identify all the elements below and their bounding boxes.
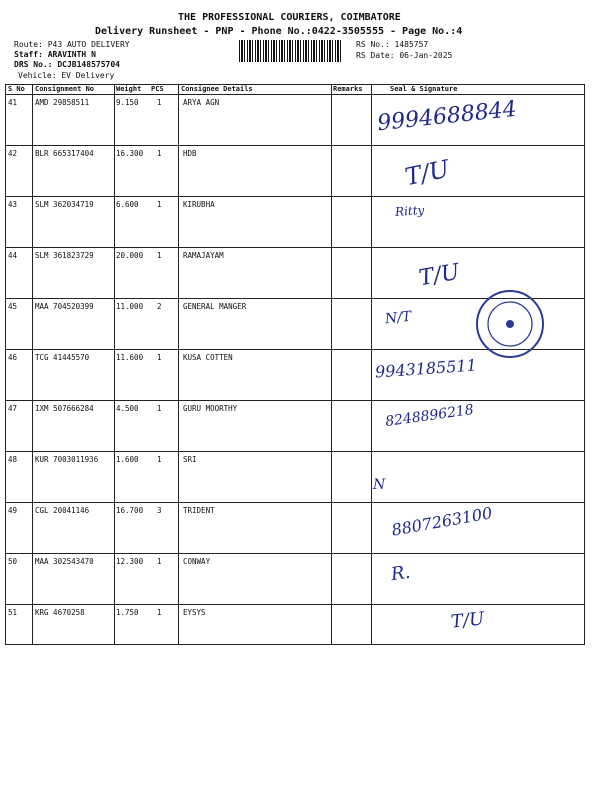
cell-weight: 16.300 — [116, 149, 144, 158]
cell-consignee: KUSA COTTEN — [183, 353, 233, 362]
cell-weight: 1.600 — [116, 455, 139, 464]
cell-weight: 12.300 — [116, 557, 144, 566]
cell-consignee: EYSYS — [183, 608, 206, 617]
vehicle: Vehicle: EV Delivery — [18, 71, 115, 80]
handwritten-signature: T/U — [402, 154, 452, 192]
col-header-sno: S No — [8, 85, 25, 93]
cell-consignment: KRG 4670258 — [35, 608, 85, 617]
cell-pcs: 1 — [157, 404, 162, 413]
header-divider — [5, 94, 585, 95]
cell-sno: 42 — [8, 149, 18, 158]
table-border-bottom — [5, 644, 585, 645]
cell-consignee: HDB — [183, 149, 197, 158]
col-line-6 — [584, 84, 585, 645]
handwritten-signature: R. — [389, 561, 412, 586]
cell-weight: 1.750 — [116, 608, 139, 617]
cell-consignee: RAMAJAYAM — [183, 251, 224, 260]
cell-consignee: CONWAY — [183, 557, 211, 566]
runsheet-subtitle: Delivery Runsheet - PNP - Phone No.:0422-3505555 - Page No.:4 — [95, 26, 463, 37]
handwritten-signature: T/U — [449, 608, 486, 633]
row-divider — [5, 196, 585, 197]
cell-consignment: SLM 362034719 — [35, 200, 94, 209]
cell-pcs: 1 — [157, 353, 162, 362]
cell-pcs: 2 — [157, 302, 162, 311]
cell-sno: 49 — [8, 506, 18, 515]
barcode — [239, 40, 341, 62]
cell-consignment: MAA 302543470 — [35, 557, 94, 566]
cell-consignee: KIRUBHA — [183, 200, 215, 209]
col-line-4 — [331, 84, 332, 645]
col-line-2 — [114, 84, 115, 645]
cell-pcs: 3 — [157, 506, 162, 515]
handwritten-signature: 9994688844 — [376, 96, 518, 137]
handwritten-signature: 8807263100 — [390, 503, 494, 540]
cell-consignment: KUR 7003011936 — [35, 455, 99, 464]
handwritten-signature: Ritty — [394, 202, 425, 220]
cell-weight: 4.500 — [116, 404, 139, 413]
cell-consignment: TCG 41445570 — [35, 353, 90, 362]
row-divider — [5, 247, 585, 248]
cell-weight: 16.700 — [116, 506, 144, 515]
cell-consignment: CGL 20041146 — [35, 506, 90, 515]
col-line-1 — [32, 84, 33, 645]
handwritten-signature: 9943185511 — [374, 355, 478, 382]
row-divider — [5, 502, 585, 503]
col-header-consignee: Consignee Details — [181, 85, 253, 93]
handwritten-signature: T/U — [417, 259, 462, 292]
cell-sno: 46 — [8, 353, 18, 362]
company-title: THE PROFESSIONAL COURIERS, COIMBATORE — [178, 12, 401, 23]
cell-sno: 43 — [8, 200, 18, 209]
cell-consignment: BLR 665317404 — [35, 149, 94, 158]
cell-weight: 11.600 — [116, 353, 144, 362]
cell-sno: 48 — [8, 455, 18, 464]
cell-consignee: SRI — [183, 455, 197, 464]
cell-pcs: 1 — [157, 251, 162, 260]
drs-number: DRS No.: DCJB148575704 — [14, 60, 120, 69]
cell-pcs: 1 — [157, 98, 162, 107]
runsheet-table — [5, 84, 585, 645]
cell-consignee: GENERAL MANGER — [183, 302, 247, 311]
cell-pcs: 1 — [157, 200, 162, 209]
cell-consignee: TRIDENT — [183, 506, 215, 515]
cell-consignment: AMD 29858511 — [35, 98, 90, 107]
rs-number: RS No.: 1485757 — [356, 40, 429, 49]
staff: Staff: ARAVINTH N — [14, 50, 96, 59]
cell-sno: 47 — [8, 404, 18, 413]
cell-pcs: 1 — [157, 608, 162, 617]
cell-weight: 11.000 — [116, 302, 144, 311]
col-header-weight: Weight — [116, 85, 142, 93]
rs-date: RS Date: 06-Jan-2025 — [356, 51, 453, 60]
cell-weight: 6.600 — [116, 200, 139, 209]
cell-consignment: IXM 507666284 — [35, 404, 94, 413]
cell-pcs: 1 — [157, 557, 162, 566]
col-header-pcs: PCS — [151, 85, 164, 93]
cell-sno: 50 — [8, 557, 18, 566]
cell-pcs: 1 — [157, 149, 162, 158]
cell-sno: 51 — [8, 608, 18, 617]
cell-pcs: 1 — [157, 455, 162, 464]
cell-weight: 20.000 — [116, 251, 144, 260]
col-line-3 — [178, 84, 179, 645]
cell-weight: 9.150 — [116, 98, 139, 107]
cell-consignment: SLM 361823729 — [35, 251, 94, 260]
col-header-remarks: Remarks — [333, 85, 363, 93]
col-line-0 — [5, 84, 6, 645]
company-seal-stamp — [473, 287, 547, 361]
handwritten-signature: N — [373, 477, 386, 493]
cell-sno: 41 — [8, 98, 18, 107]
cell-consignee: ARYA AGN — [183, 98, 220, 107]
handwritten-signature: N/T — [384, 308, 413, 328]
cell-consignment: MAA 704520399 — [35, 302, 94, 311]
row-divider — [5, 400, 585, 401]
col-header-seal: Seal & Signature — [390, 85, 458, 93]
col-line-5 — [371, 84, 372, 645]
row-divider — [5, 553, 585, 554]
row-divider — [5, 604, 585, 605]
col-header-consignment: Consignment No — [35, 85, 95, 93]
cell-consignee: GURU MOORTHY — [183, 404, 238, 413]
row-divider — [5, 451, 585, 452]
cell-sno: 45 — [8, 302, 18, 311]
row-divider — [5, 145, 585, 146]
route: Route: P43 AUTO DELIVERY — [14, 40, 130, 49]
handwritten-signature: 8248896218 — [384, 401, 475, 431]
cell-sno: 44 — [8, 251, 18, 260]
